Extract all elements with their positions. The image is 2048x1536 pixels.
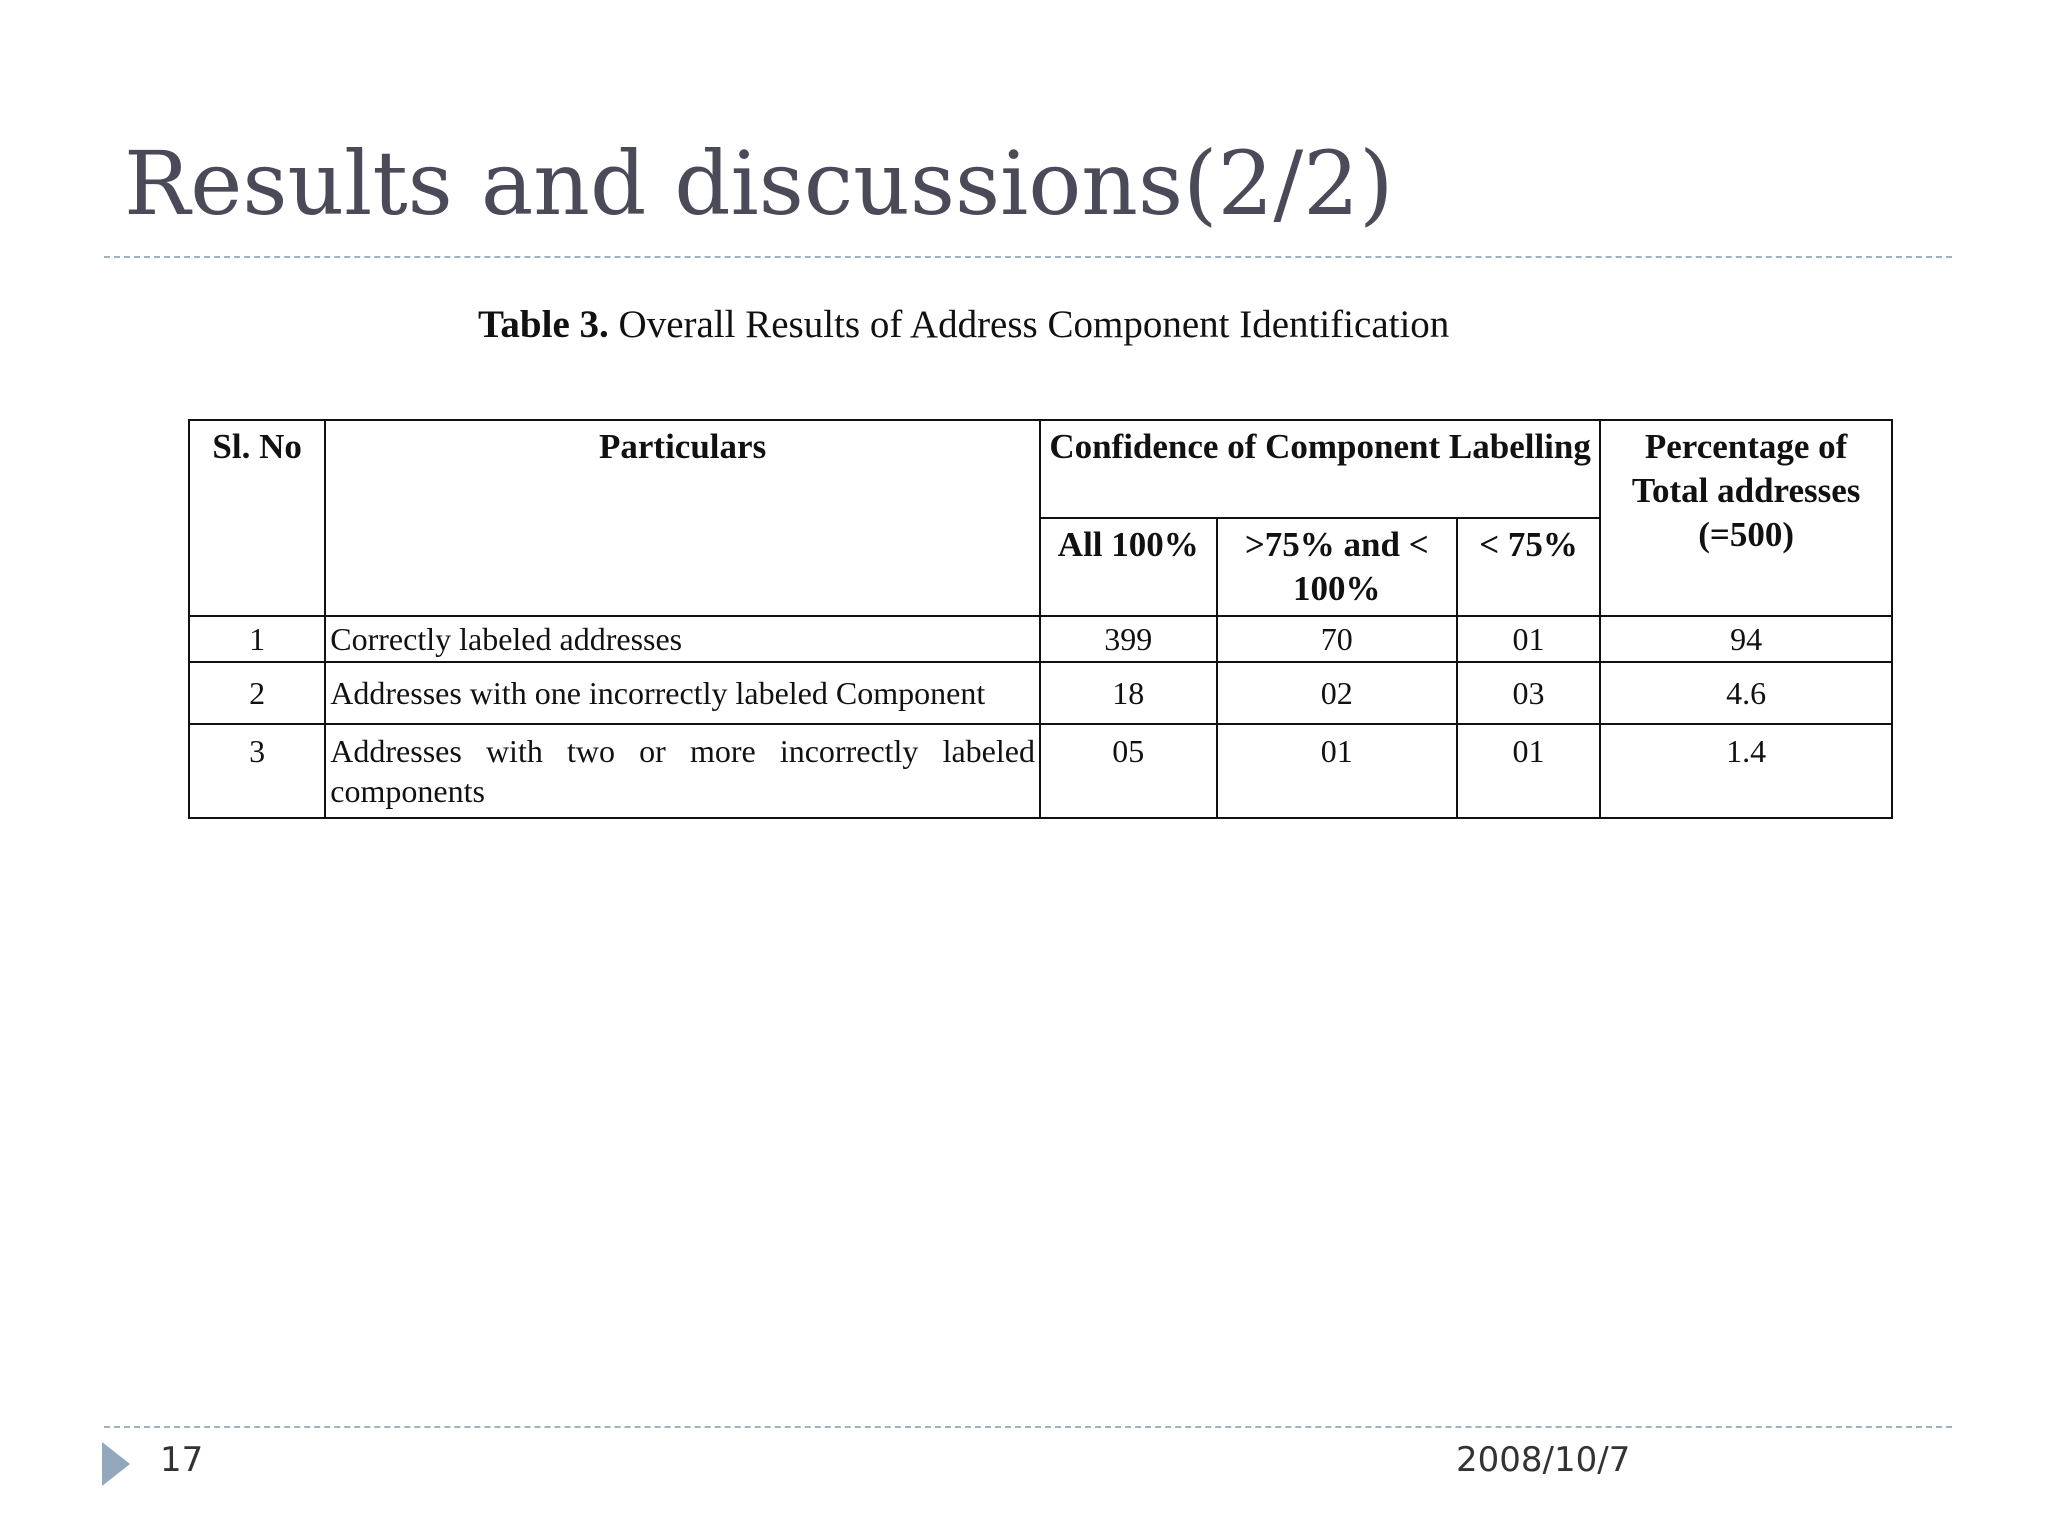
cell-particulars: Correctly labeled addresses — [325, 616, 1040, 662]
cell-percentage: 94 — [1600, 616, 1892, 662]
title-divider — [104, 256, 1952, 258]
header-all-100: All 100% — [1040, 518, 1217, 616]
cell-below-75: 03 — [1457, 662, 1600, 724]
header-percentage: Percentage of Total addresses (=500) — [1600, 420, 1892, 616]
footer-divider — [104, 1426, 1952, 1428]
table-row — [189, 662, 1892, 724]
header-between-75-100: >75% and < 100% — [1217, 518, 1457, 616]
table-row — [189, 724, 1892, 818]
cell-particulars: Addresses with two or more incorrectly labeled components — [325, 724, 1040, 818]
table-caption-label: Table 3. — [478, 303, 609, 346]
header-particulars: Particulars — [325, 420, 1040, 616]
table-row — [189, 616, 1892, 662]
slide-title: Results and discussions(2/2) — [124, 132, 1394, 235]
cell-all-100: 399 — [1040, 616, 1217, 662]
page-number: 17 — [160, 1440, 204, 1480]
cell-percentage: 4.6 — [1600, 662, 1892, 724]
header-sl-no: Sl. No — [189, 420, 325, 616]
cell-between: 70 — [1217, 616, 1457, 662]
cell-between: 01 — [1217, 724, 1457, 818]
cell-below-75: 01 — [1457, 724, 1600, 818]
triangle-right-icon — [102, 1442, 130, 1486]
cell-all-100: 18 — [1040, 662, 1217, 724]
cell-sl: 1 — [189, 616, 325, 662]
header-confidence: Confidence of Component Labelling — [1040, 420, 1600, 518]
cell-below-75: 01 — [1457, 616, 1600, 662]
cell-percentage: 1.4 — [1600, 724, 1892, 818]
cell-between: 02 — [1217, 662, 1457, 724]
cell-sl: 3 — [189, 724, 325, 818]
cell-particulars: Addresses with one incorrectly labeled Component — [325, 662, 1040, 724]
slide-date: 2008/10/7 — [1456, 1440, 1631, 1480]
results-table — [188, 419, 1893, 819]
cell-sl: 2 — [189, 662, 325, 724]
table-caption — [478, 302, 1449, 347]
cell-all-100: 05 — [1040, 724, 1217, 818]
header-below-75: < 75% — [1457, 518, 1600, 616]
table-caption-text: Overall Results of Address Component Identification — [618, 303, 1450, 346]
